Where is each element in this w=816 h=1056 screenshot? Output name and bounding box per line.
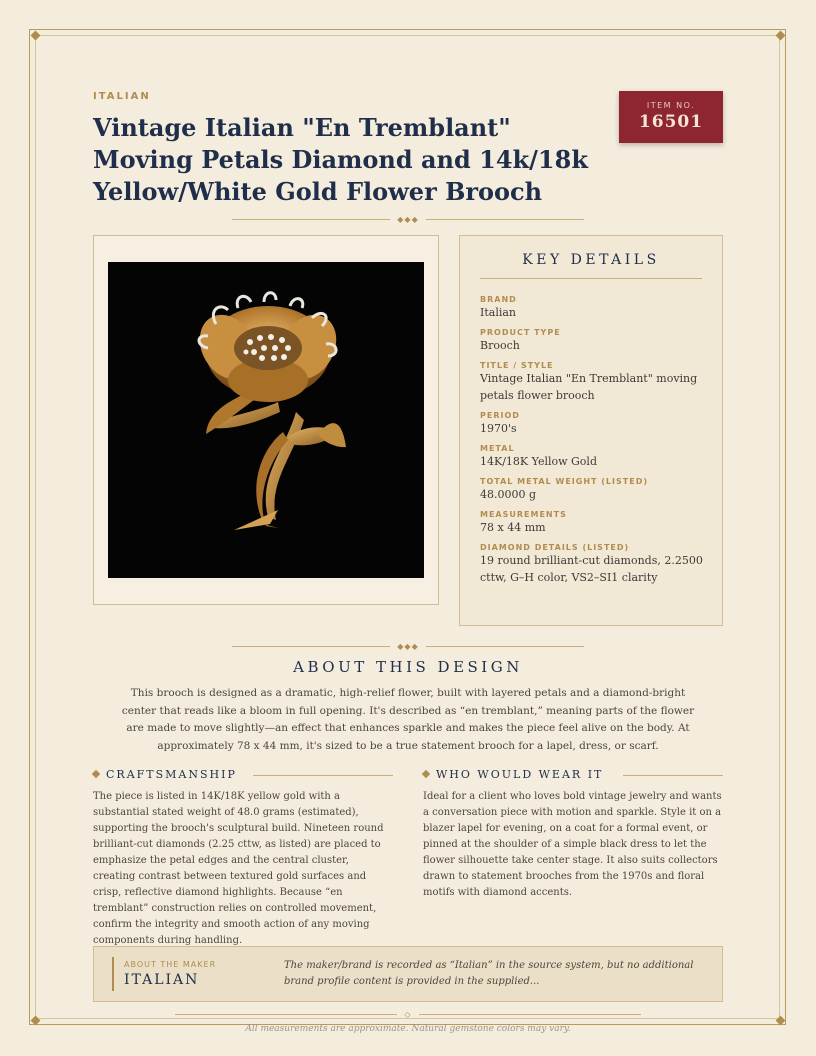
brand-kicker: ITALIAN	[93, 91, 151, 102]
detail-value-metal-weight: 48.0000 g	[480, 488, 537, 501]
about-heading: ABOUT THIS DESIGN	[293, 658, 523, 676]
item-number-value: 16501	[638, 112, 704, 132]
brooch-illustration	[108, 262, 424, 578]
diamond-bullet-icon	[92, 770, 100, 778]
item-number-label: ITEM NO.	[646, 101, 696, 110]
key-details-card	[459, 235, 723, 626]
who-would-wear-heading-text: WHO WOULD WEAR IT	[436, 768, 604, 781]
craftsmanship-heading-text: CRAFTSMANSHIP	[106, 768, 237, 781]
detail-label-title-style: TITLE / STYLE	[480, 361, 554, 370]
detail-label-brand: BRAND	[480, 295, 517, 304]
who-would-wear-heading	[423, 768, 723, 782]
detail-value-metal: 14K/18K Yellow Gold	[480, 455, 597, 468]
craftsmanship-heading	[93, 768, 393, 782]
about-divider	[232, 642, 584, 652]
footer-note: All measurements are approximate. Natural gemstone colors may vary.	[245, 1024, 571, 1034]
detail-value-diamond-details: 19 round brilliant-cut diamonds, 2.2500 cttw, G–H color, VS2–SI1 clarity	[480, 554, 703, 584]
brooch-photo	[108, 262, 424, 578]
diamond-ornament-icon: ◇	[404, 1010, 412, 1019]
about-maker-box	[93, 946, 723, 1002]
diamond-ornament-icon: ◆◆◆	[397, 215, 419, 224]
detail-value-brand: Italian	[480, 306, 517, 319]
title-divider	[232, 215, 584, 225]
key-details-heading: KEY DETAILS	[522, 252, 660, 268]
diamond-bullet-icon	[422, 770, 430, 778]
detail-value-product-type: Brooch	[480, 339, 520, 352]
footer-divider	[175, 1010, 641, 1020]
maker-kicker: ABOUT THE MAKER	[124, 960, 217, 969]
craftsmanship-text: The piece is listed in 14K/18K yellow gold with a substantial stated weight of 48.0 grams (estimated), supporting the brooch's sculptural build. Nineteen round brilliant-cut diamonds (2.25 cttw, as listed) are placed to emphasize the petal edges and the central cluster, creating contrast between textured gold surfaces and crisp, reflective diamond highlights. Because “en tremblant” construction relies on controlled movement, confirm the integrity and smooth action of any moving components during handling.	[93, 791, 384, 946]
about-text: This brooch is designed as a dramatic, high-relief flower, built with layered petals and a diamond-bright center that reads like a bloom in full opening. It's described as “en tremblant,” meaning parts of the flower are made to move slightly—an effect that enhances sparkle and makes the piece feel alive on the body. At approximately 78 x 44 mm, it's sized to be a true statement brooch for a lapel, dress, or scarf.	[121, 687, 695, 752]
detail-value-period: 1970's	[480, 422, 517, 435]
maker-name: ITALIAN	[124, 972, 200, 988]
detail-label-measurements: MEASUREMENTS	[480, 510, 567, 519]
detail-label-period: PERIOD	[480, 411, 520, 420]
detail-label-metal: METAL	[480, 444, 515, 453]
detail-value-measurements: 78 x 44 mm	[480, 521, 546, 534]
who-would-wear-text: Ideal for a client who loves bold vintage jewelry and wants a conversation piece with motion and sparkle. Style it on a blazer lapel for evening, on a coat for a formal event, or pinned at the shoulder of a simple black dress to let the flower silhouette take center stage. It also suits collectors drawn to statement brooches from the 1970s and floral motifs with diamond accents.	[423, 791, 722, 898]
product-title: Vintage Italian "En Tremblant" Moving Petals Diamond and 14k/18k Yellow/White Gold Flower Brooch	[93, 113, 588, 206]
product-image-card	[93, 235, 439, 605]
detail-label-diamond-details: DIAMOND DETAILS (LISTED)	[480, 543, 630, 552]
key-details-rule	[480, 278, 702, 279]
diamond-ornament-icon: ◆◆◆	[397, 642, 419, 651]
maker-accent-bar	[112, 957, 114, 991]
item-number-badge	[619, 91, 723, 143]
detail-value-title-style: Vintage Italian "En Tremblant" moving petals flower brooch	[480, 372, 698, 402]
maker-note: The maker/brand is recorded as “Italian” in the source system, but no additional brand profile content is provided in the supplied...	[284, 960, 694, 987]
detail-label-product-type: PRODUCT TYPE	[480, 328, 561, 337]
key-details-list	[480, 288, 704, 586]
detail-label-metal-weight: TOTAL METAL WEIGHT (LISTED)	[480, 477, 648, 486]
